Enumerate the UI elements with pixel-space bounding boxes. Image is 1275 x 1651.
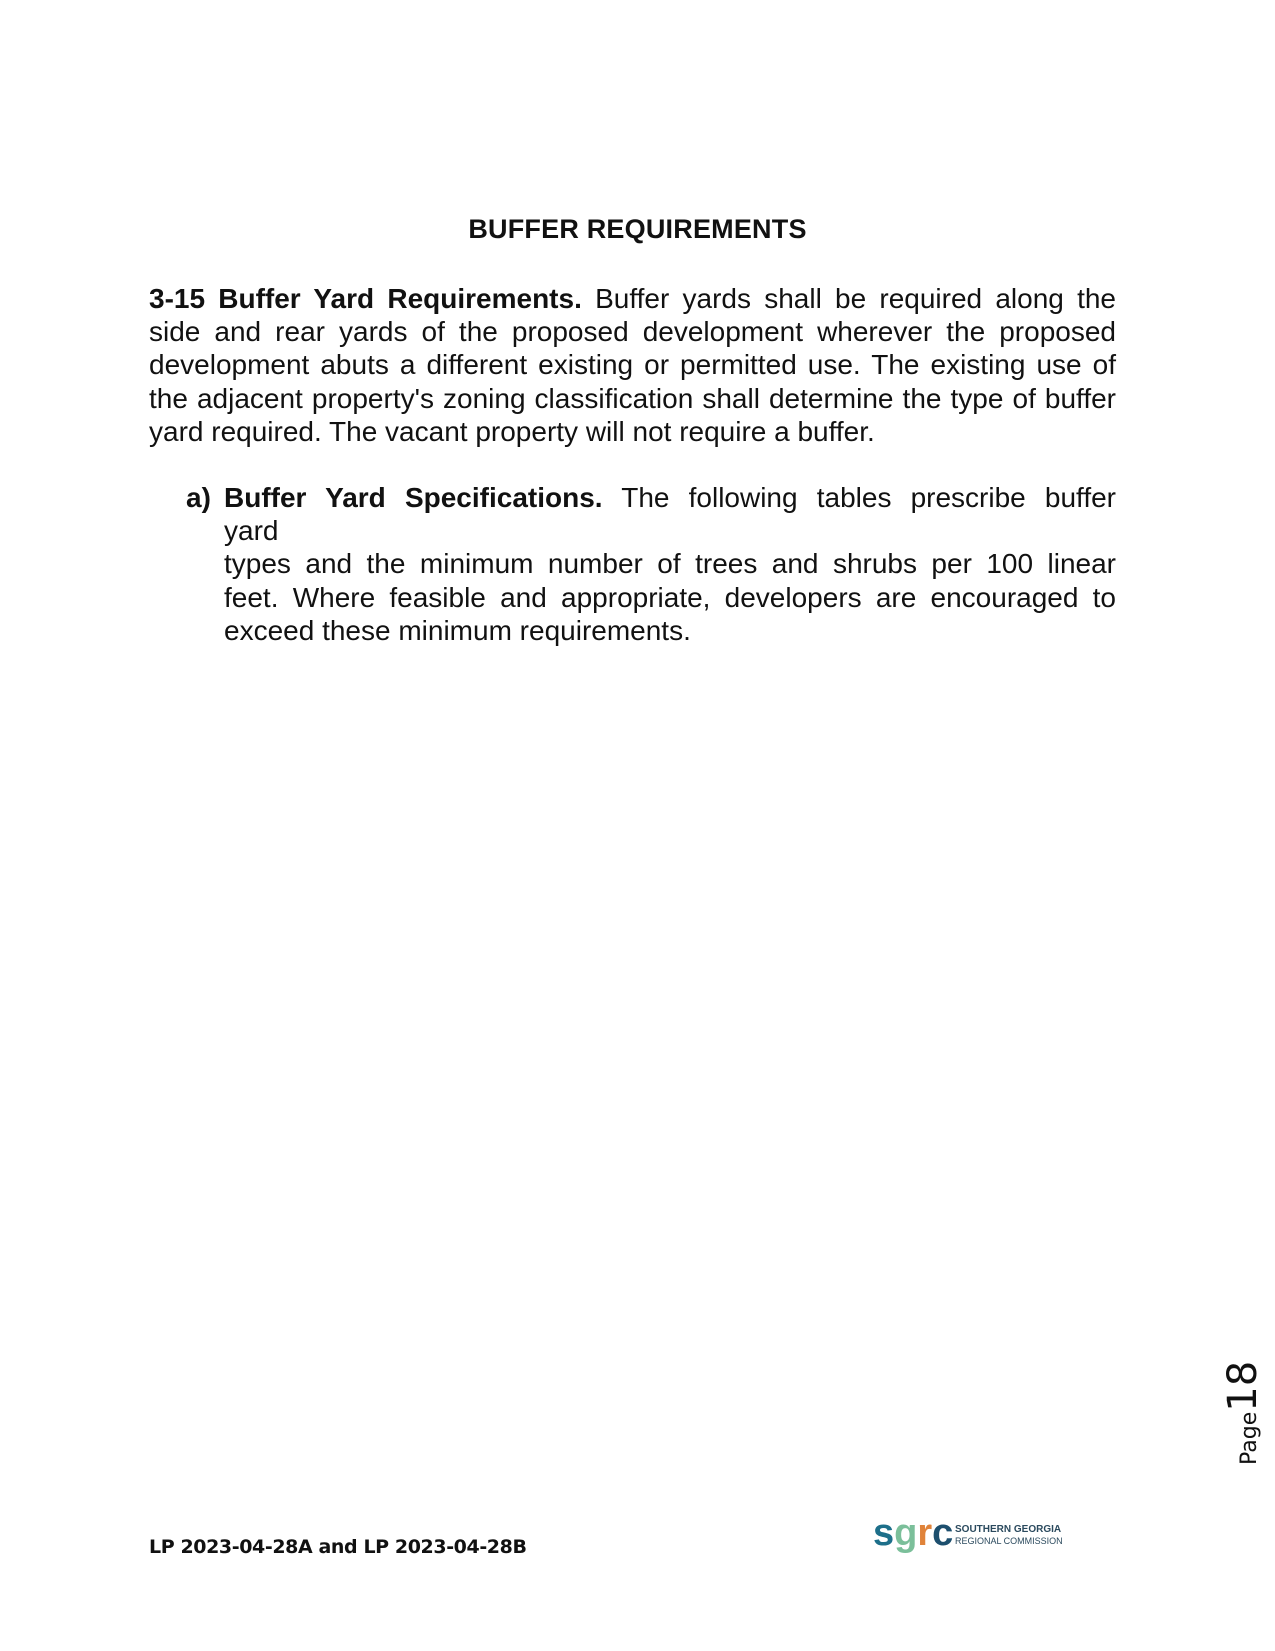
- section-title: 3-15 Buffer Yard Requirements.: [149, 283, 582, 314]
- page-heading: BUFFER REQUIREMENTS: [468, 214, 807, 244]
- page-number-value: 18: [1220, 1360, 1266, 1412]
- page-label: Page: [1237, 1411, 1262, 1465]
- footer-reference: LP 2023-04-28A and LP 2023-04-28B: [149, 1536, 527, 1558]
- logo-letter-s: s: [873, 1512, 895, 1554]
- section-text: Buffer yards shall be required along the side and rear yards of the proposed development wherever the proposed development abuts a different existing or permitted use. The existing use of the adjacent property's zoning classification shall determine the type of buffer yard required. The vacant property will not require a buffer.: [149, 283, 1117, 447]
- logo-letters: [873, 1512, 953, 1554]
- list-marker: a): [186, 482, 211, 513]
- list-item-line-4: feet. Where feasible and appropriate, developers are encouraged to: [224, 581, 1116, 613]
- list-item-buffer-yard-specifications: [186, 481, 1116, 647]
- list-item-line-5: exceed these minimum requirements.: [224, 614, 691, 646]
- list-item-body: [224, 481, 1116, 647]
- list-item-title: Buffer Yard Specifications.: [224, 482, 603, 513]
- logo-line-1: SOUTHERN GEORGIA: [955, 1524, 1062, 1535]
- logo-letter-c: c: [932, 1512, 954, 1554]
- page-number: [1220, 1361, 1266, 1465]
- logo-line-2: REGIONAL COMMISSION: [955, 1536, 1063, 1546]
- logo-letter-g: g: [894, 1512, 918, 1554]
- list-item-line-2: yard: [224, 515, 279, 547]
- section-paragraph: [149, 282, 1116, 448]
- sgrc-logo: [873, 1512, 1073, 1558]
- list-item-line-3: types and the minimum number of trees and shrubs per 100 linear: [224, 548, 1116, 580]
- logo-letter-r: r: [917, 1512, 933, 1554]
- list-item-line-1: [224, 481, 1116, 514]
- list-item-line-1-text: The following tables prescribe buffer: [621, 482, 1116, 513]
